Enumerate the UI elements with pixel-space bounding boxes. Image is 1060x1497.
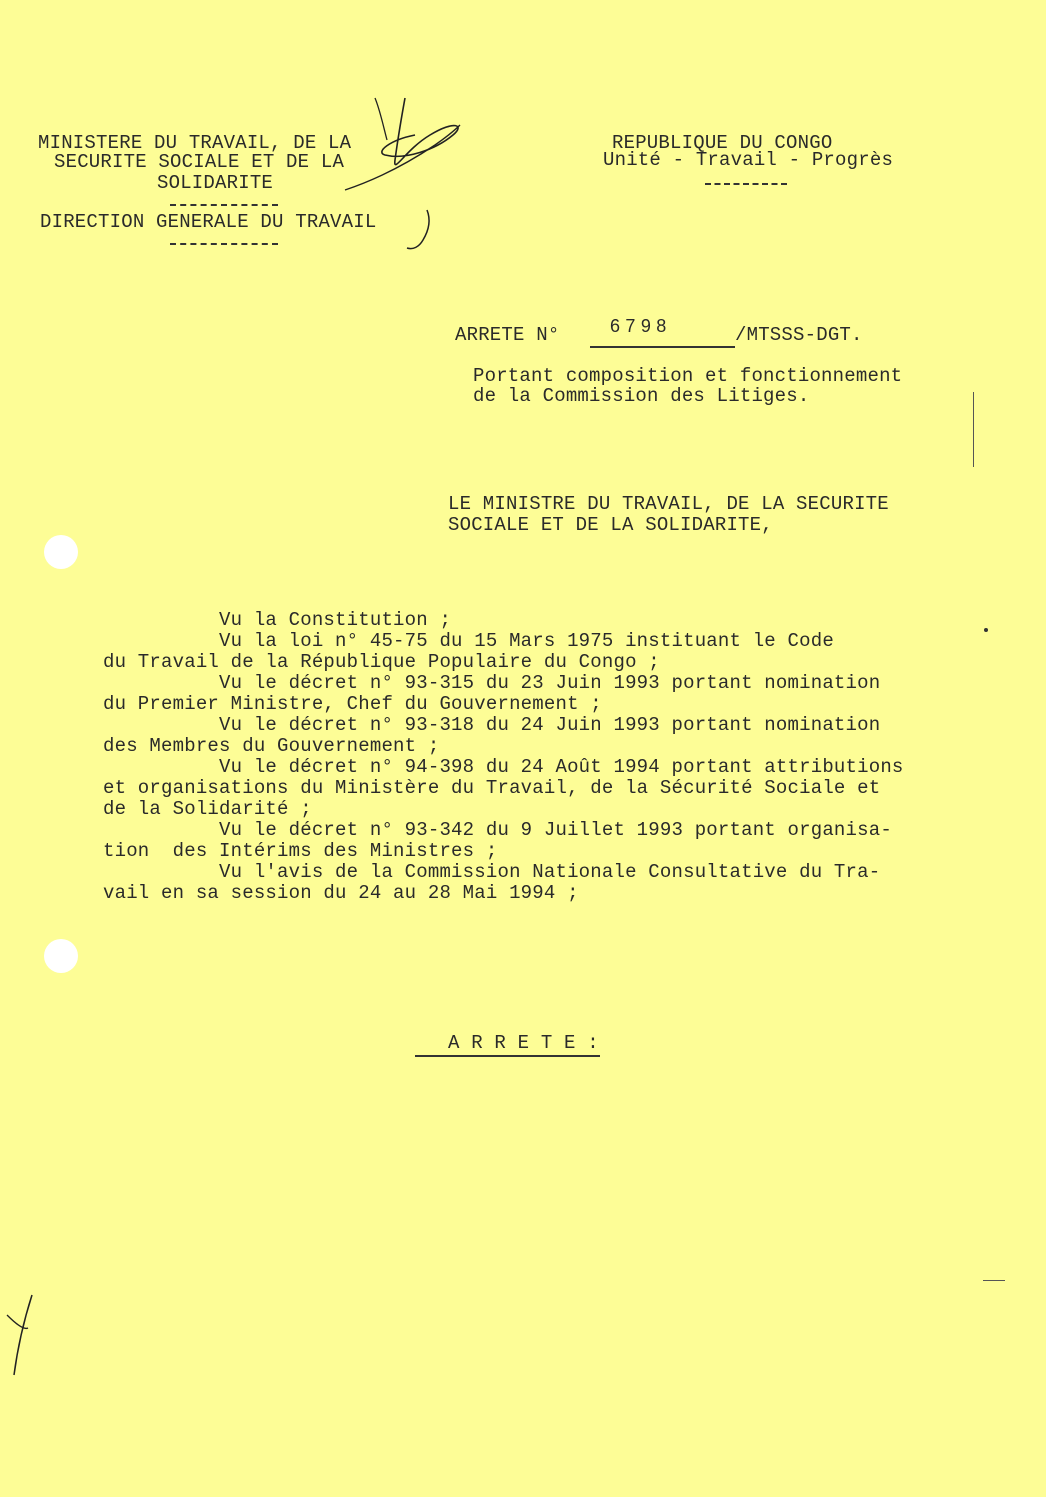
arrete-object-line-2: de la Commission des Litiges.	[473, 385, 810, 407]
country-motto: Unité - Travail - Progrès	[603, 149, 894, 171]
ministry-line-2: SECURITE SOCIALE ET DE LA	[54, 151, 345, 173]
visa-line: vail en sa session du 24 au 28 Mai 1994 ;	[103, 882, 579, 904]
visa-line: Vu le décret n° 93-315 du 23 Juin 1993 portant nomination	[103, 672, 881, 694]
punch-hole-bottom	[44, 939, 78, 973]
arrete-object-line-1: Portant composition et fonctionnement	[473, 365, 903, 387]
visa-line: tion des Intérims des Ministres ;	[103, 840, 498, 862]
visa-line: Vu le décret n° 94-398 du 24 Août 1994 portant attributions	[103, 756, 904, 778]
direction-title: DIRECTION GENERALE DU TRAVAIL	[40, 211, 377, 233]
margin-dot	[984, 628, 988, 632]
decision-underline	[415, 1055, 600, 1057]
visa-line: Vu la loi n° 45-75 du 15 Mars 1975 instituant le Code	[103, 630, 834, 652]
visa-line: Vu la Constitution ;	[103, 609, 452, 631]
visa-line: Vu le décret n° 93-342 du 9 Juillet 1993 portant organisa-	[103, 819, 892, 841]
motto-divider	[705, 183, 787, 185]
minister-line-1: LE MINISTRE DU TRAVAIL, DE LA SECURITE	[448, 493, 889, 515]
direction-divider	[170, 243, 278, 245]
visa-line: Vu l'avis de la Commission Nationale Consultative du Tra-	[103, 861, 881, 883]
country-name: REPUBLIQUE DU CONGO	[612, 132, 833, 154]
visa-line: de la Solidarité ;	[103, 798, 312, 820]
visa-line: du Travail de la République Populaire du Congo ;	[103, 651, 660, 673]
visa-line: et organisations du Ministère du Travail, de la Sécurité Sociale et	[103, 777, 881, 799]
ministry-divider	[170, 204, 278, 206]
decision-heading: A R R E T E :	[448, 1032, 599, 1054]
ministry-line-3: SOLIDARITE	[157, 172, 274, 194]
arrete-number-underline	[590, 346, 735, 348]
margin-dash	[983, 1280, 1005, 1281]
margin-initial-mark	[2, 1290, 42, 1380]
arrete-number: 6 7 9 8	[610, 316, 667, 336]
handwritten-initials-signature	[335, 90, 475, 260]
arrete-prefix: ARRETE N°	[455, 324, 560, 346]
ministry-line-1: MINISTERE DU TRAVAIL, DE LA	[38, 132, 352, 154]
visa-line: des Membres du Gouvernement ;	[103, 735, 440, 757]
margin-tick	[973, 392, 974, 467]
visa-line: Vu le décret n° 93-318 du 24 Juin 1993 portant nomination	[103, 714, 881, 736]
minister-line-2: SOCIALE ET DE LA SOLIDARITE,	[448, 514, 773, 536]
visas-block	[92, 609, 904, 904]
visa-line: du Premier Ministre, Chef du Gouvernement ;	[103, 693, 602, 715]
punch-hole-top	[44, 535, 78, 569]
arrete-reference: /MTSSS-DGT.	[735, 324, 863, 346]
